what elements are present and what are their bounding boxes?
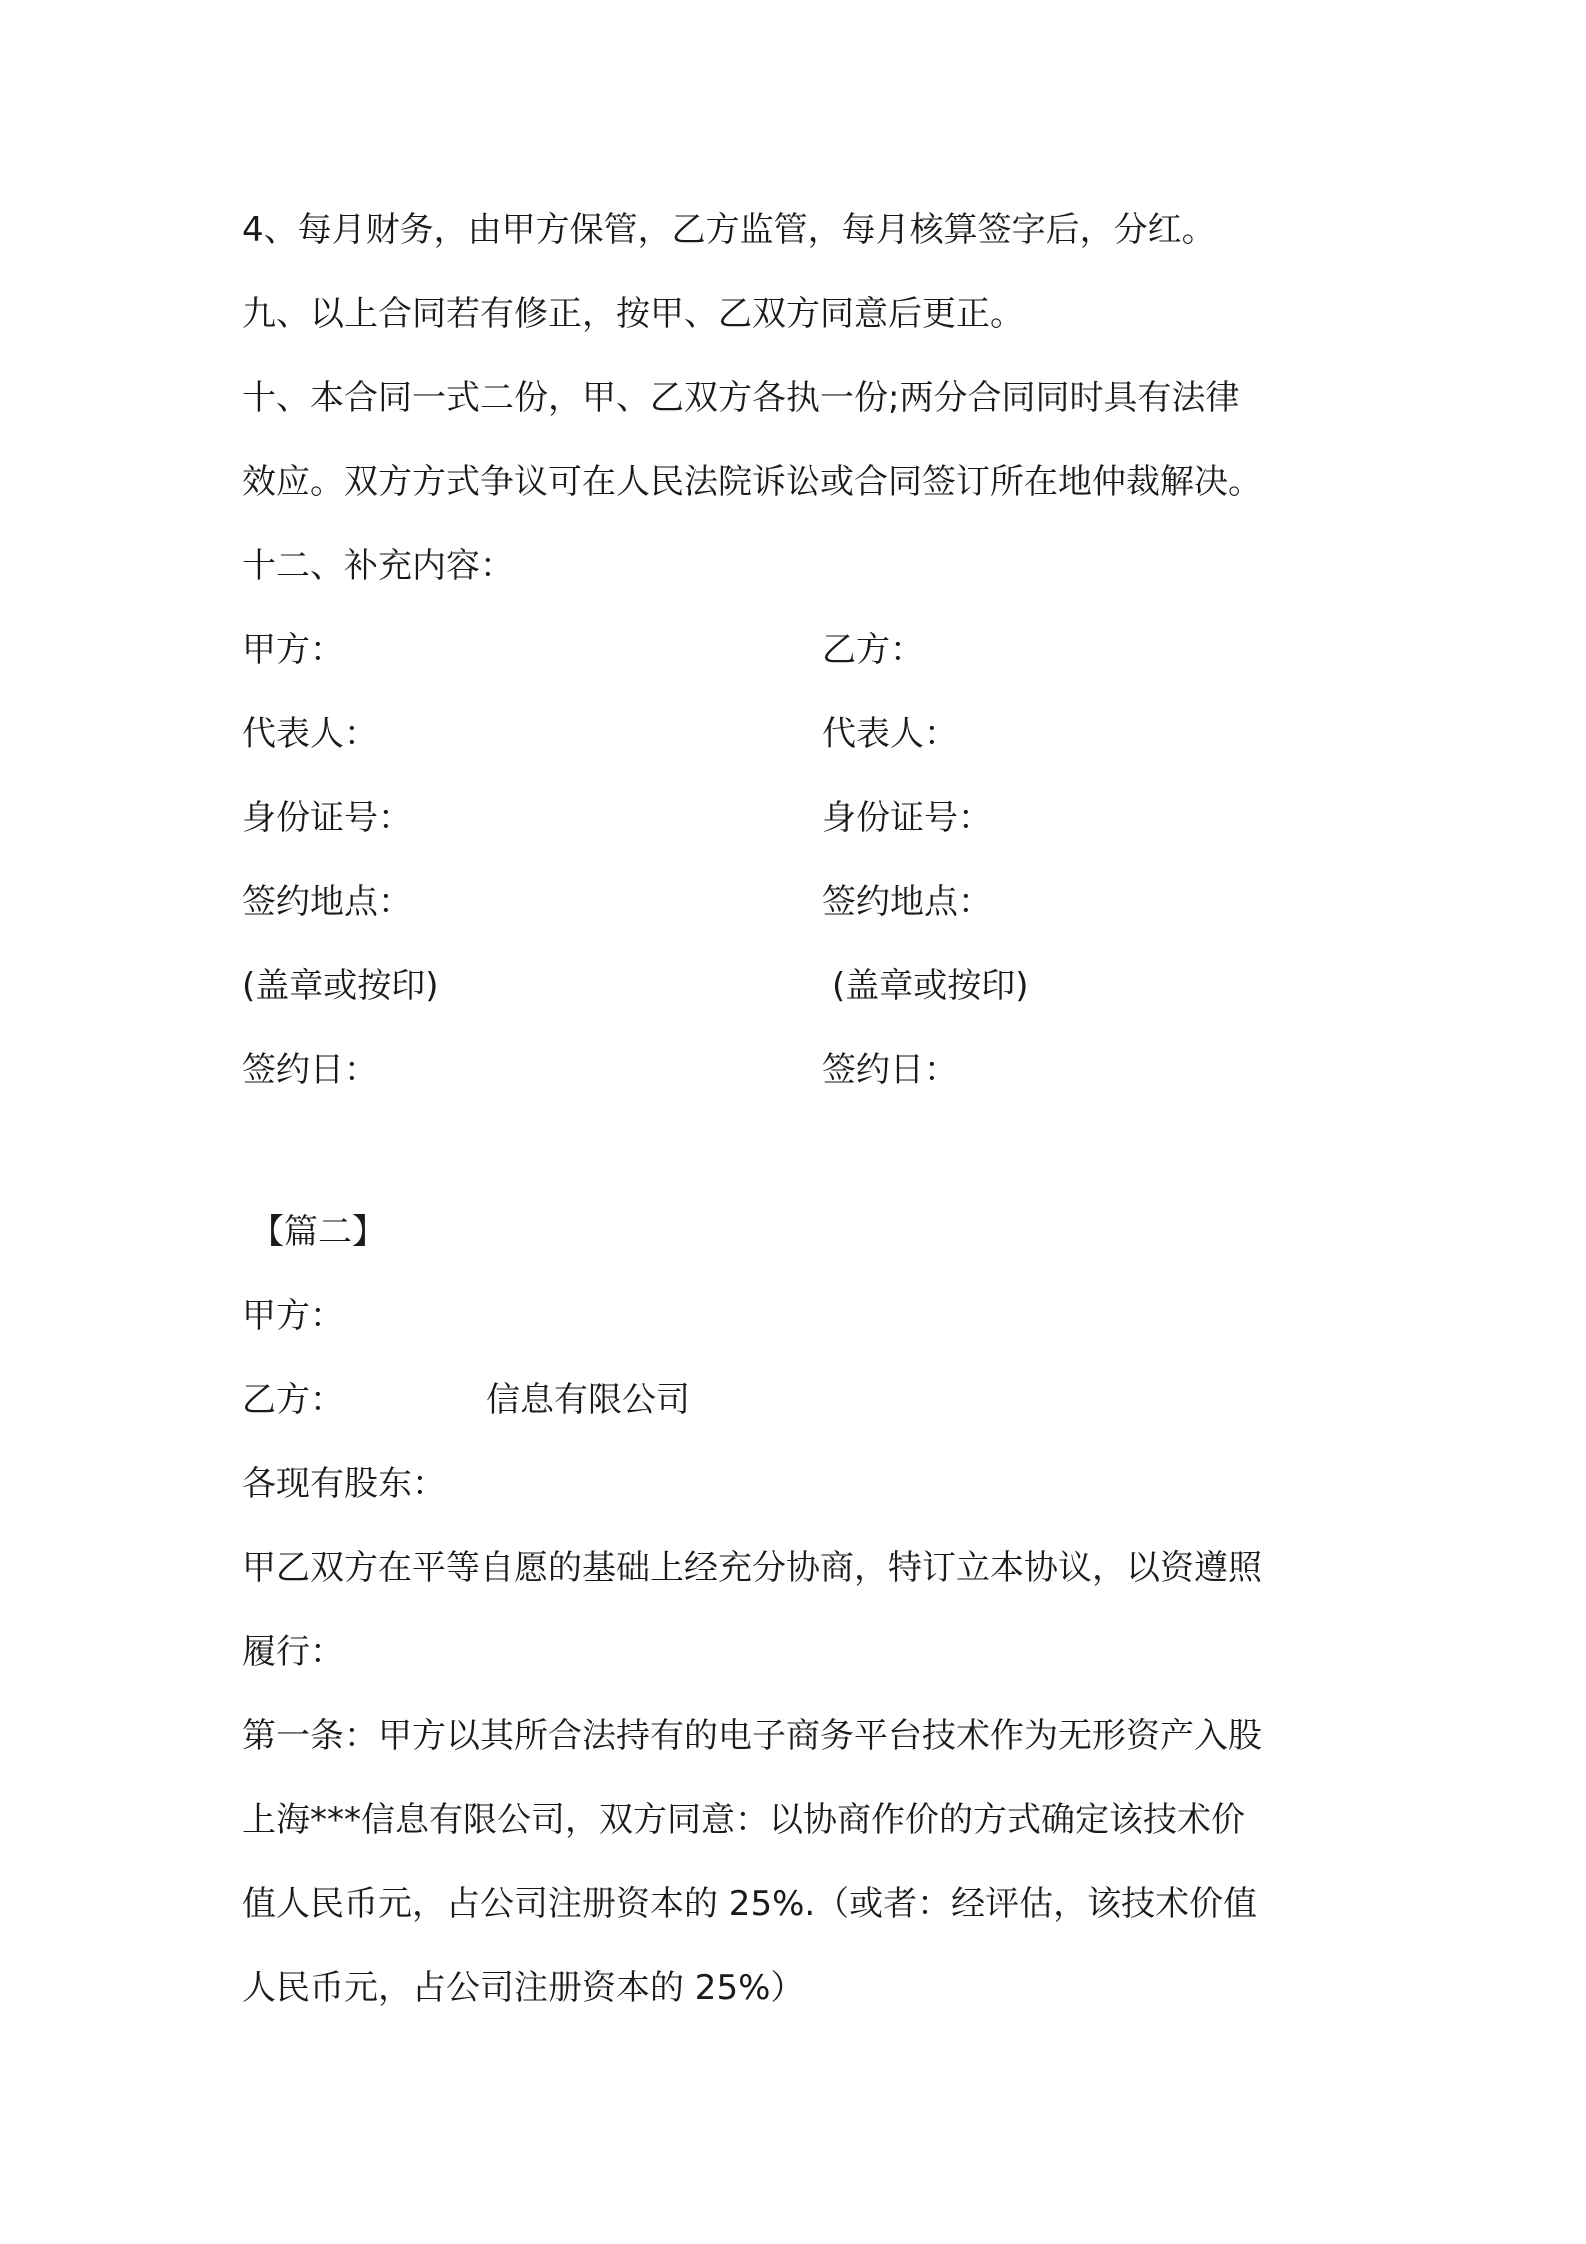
intro-line-1: 甲乙双方在平等自愿的基础上经充分协商，特订立本协议，以资遵照 xyxy=(242,1548,1262,1588)
party-b-company: 信息有限公司 xyxy=(486,1380,690,1420)
clause-12: 十二、补充内容： xyxy=(242,546,514,586)
party-b-signing-date: 签约日： xyxy=(822,1050,958,1090)
section-heading: 【篇二】 xyxy=(250,1212,386,1252)
article-1-line-1: 第一条：甲方以其所合法持有的电子商务平台技术作为无形资产入股 xyxy=(242,1716,1262,1756)
party-a-label: 甲方： xyxy=(242,630,344,670)
clause-9: 九、以上合同若有修正，按甲、乙双方同意后更正。 xyxy=(242,294,1024,334)
party-a-signing-place: 签约地点： xyxy=(242,882,412,922)
party-b-label-2: 乙方： xyxy=(242,1380,344,1420)
section2-party-b xyxy=(242,1376,690,1424)
section2-party-a: 甲方： xyxy=(242,1296,344,1336)
party-b-seal: (盖章或按印) xyxy=(832,966,1029,1006)
clause-10-line-2: 效应。双方方式争议可在人民法院诉讼或合同签订所在地仲裁解决。 xyxy=(242,462,1262,502)
clause-4: 4、每月财务，由甲方保管，乙方监管，每月核算签字后，分红。 xyxy=(242,210,1216,250)
party-a-seal: (盖章或按印) xyxy=(242,966,439,1006)
party-b-representative: 代表人： xyxy=(822,714,958,754)
party-a-representative: 代表人： xyxy=(242,714,378,754)
shareholders-label: 各现有股东： xyxy=(242,1464,446,1504)
party-a-signing-date: 签约日： xyxy=(242,1050,378,1090)
article-1-line-4: 人民币元，占公司注册资本的 25%） xyxy=(242,1968,805,2008)
party-b-label: 乙方： xyxy=(822,630,924,670)
article-1-line-3: 值人民币元，占公司注册资本的 25%.（或者：经评估，该技术价值 xyxy=(242,1884,1258,1924)
party-b-id-number: 身份证号： xyxy=(822,798,992,838)
party-a-id-number: 身份证号： xyxy=(242,798,412,838)
clause-10-line-1: 十、本合同一式二份，甲、乙双方各执一份;两分合同同时具有法律 xyxy=(242,378,1240,418)
party-b-signing-place: 签约地点： xyxy=(822,882,992,922)
article-1-line-2: 上海***信息有限公司，双方同意：以协商作价的方式确定该技术价 xyxy=(242,1800,1245,1840)
intro-line-2: 履行： xyxy=(242,1632,344,1672)
